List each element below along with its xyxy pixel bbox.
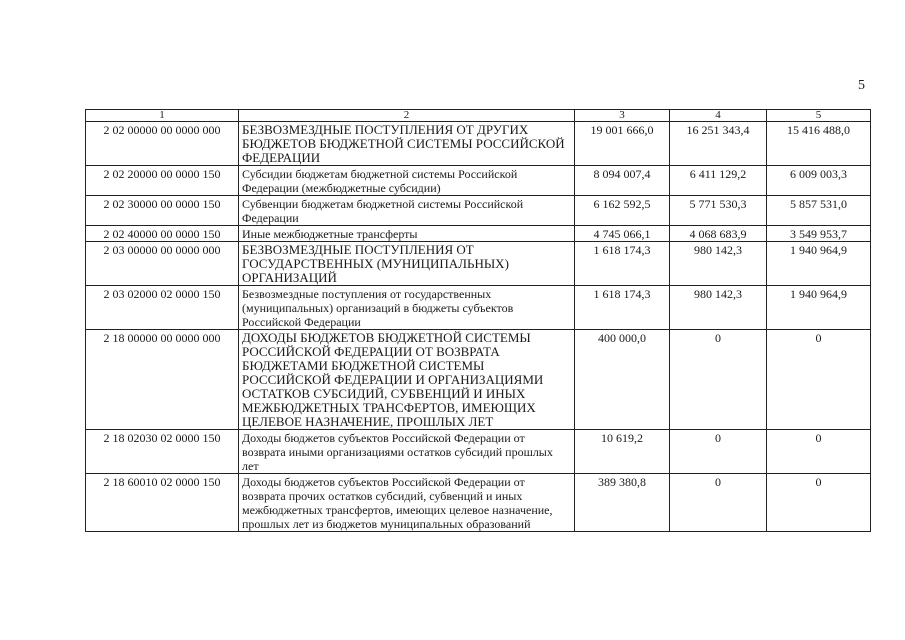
- budget-revenue-table: [85, 109, 871, 532]
- budget-code-cell: 2 02 30000 00 0000 150: [86, 196, 239, 226]
- amount-col5-cell: 3 549 953,7: [767, 226, 871, 242]
- table-row: [86, 474, 871, 532]
- table-row: [86, 286, 871, 330]
- amount-col4-cell: 0: [670, 330, 767, 430]
- amount-col5-cell: 0: [767, 330, 871, 430]
- amount-col5-cell: 15 416 488,0: [767, 122, 871, 166]
- revenue-name-cell: Безвозмездные поступления от государственных (муниципальных) организаций в бюджеты субъектов Российской Федерации: [239, 286, 575, 330]
- revenue-name-cell: БЕЗВОЗМЕЗДНЫЕ ПОСТУПЛЕНИЯ ОТ ДРУГИХ БЮДЖЕТОВ БЮДЖЕТНОЙ СИСТЕМЫ РОССИЙСКОЙ ФЕДЕРАЦИИ: [239, 122, 575, 166]
- table-row: [86, 122, 871, 166]
- amount-col3-cell: 1 618 174,3: [575, 242, 670, 286]
- amount-col4-cell: 0: [670, 474, 767, 532]
- budget-code-cell: 2 02 00000 00 0000 000: [86, 122, 239, 166]
- column-header-1: 1: [86, 110, 239, 122]
- amount-col4-cell: 980 142,3: [670, 242, 767, 286]
- revenue-name-cell: Доходы бюджетов субъектов Российской Федерации от возврата прочих остатков субсидий, субвенций и иных межбюджетных трансфертов, имеющих целевое назначение, прошлых лет из бюджетов муниципальных образований: [239, 474, 575, 532]
- amount-col4-cell: 6 411 129,2: [670, 166, 767, 196]
- revenue-name-cell: Субвенции бюджетам бюджетной системы Российской Федерации: [239, 196, 575, 226]
- amount-col5-cell: 1 940 964,9: [767, 242, 871, 286]
- revenue-name-cell: БЕЗВОЗМЕЗДНЫЕ ПОСТУПЛЕНИЯ ОТ ГОСУДАРСТВЕННЫХ (МУНИЦИПАЛЬНЫХ) ОРГАНИЗАЦИЙ: [239, 242, 575, 286]
- amount-col4-cell: 16 251 343,4: [670, 122, 767, 166]
- table-row: [86, 430, 871, 474]
- budget-code-cell: 2 02 40000 00 0000 150: [86, 226, 239, 242]
- budget-code-cell: 2 18 60010 02 0000 150: [86, 474, 239, 532]
- column-header-4: 4: [670, 110, 767, 122]
- amount-col3-cell: 389 380,8: [575, 474, 670, 532]
- amount-col5-cell: 0: [767, 430, 871, 474]
- amount-col4-cell: 4 068 683,9: [670, 226, 767, 242]
- revenue-name-cell: Доходы бюджетов субъектов Российской Федерации от возврата иными организациями остатков субсидий прошлых лет: [239, 430, 575, 474]
- table-row: [86, 196, 871, 226]
- budget-code-cell: 2 03 02000 02 0000 150: [86, 286, 239, 330]
- revenue-name-cell: ДОХОДЫ БЮДЖЕТОВ БЮДЖЕТНОЙ СИСТЕМЫ РОССИЙСКОЙ ФЕДЕРАЦИИ ОТ ВОЗВРАТА БЮДЖЕТАМИ БЮДЖЕТНОЙ СИСТЕМЫ РОССИЙСКОЙ ФЕДЕРАЦИИ И ОРГАНИЗАЦИЯМИ ОСТАТКОВ СУБСИДИЙ, СУБВЕНЦИЙ И ИНЫХ МЕЖБЮДЖЕТНЫХ ТРАНСФЕРТОВ, ИМЕЮЩИХ ЦЕЛЕВОЕ НАЗНАЧЕНИЕ, ПРОШЛЫХ ЛЕТ: [239, 330, 575, 430]
- table-header-row: [86, 110, 871, 122]
- amount-col3-cell: 10 619,2: [575, 430, 670, 474]
- budget-code-cell: 2 03 00000 00 0000 000: [86, 242, 239, 286]
- amount-col4-cell: 980 142,3: [670, 286, 767, 330]
- amount-col3-cell: 1 618 174,3: [575, 286, 670, 330]
- amount-col5-cell: 0: [767, 474, 871, 532]
- amount-col3-cell: 400 000,0: [575, 330, 670, 430]
- column-header-3: 3: [575, 110, 670, 122]
- amount-col5-cell: 1 940 964,9: [767, 286, 871, 330]
- budget-code-cell: 2 18 02030 02 0000 150: [86, 430, 239, 474]
- amount-col4-cell: 0: [670, 430, 767, 474]
- amount-col3-cell: 8 094 007,4: [575, 166, 670, 196]
- budget-code-cell: 2 18 00000 00 0000 000: [86, 330, 239, 430]
- amount-col3-cell: 6 162 592,5: [575, 196, 670, 226]
- amount-col5-cell: 5 857 531,0: [767, 196, 871, 226]
- column-header-2: 2: [239, 110, 575, 122]
- table-row: [86, 166, 871, 196]
- page-number: 5: [858, 78, 865, 93]
- revenue-name-cell: Иные межбюджетные трансферты: [239, 226, 575, 242]
- column-header-5: 5: [767, 110, 871, 122]
- amount-col3-cell: 4 745 066,1: [575, 226, 670, 242]
- amount-col4-cell: 5 771 530,3: [670, 196, 767, 226]
- revenue-name-cell: Субсидии бюджетам бюджетной системы Российской Федерации (межбюджетные субсидии): [239, 166, 575, 196]
- table-row: [86, 330, 871, 430]
- table-row: [86, 242, 871, 286]
- amount-col3-cell: 19 001 666,0: [575, 122, 670, 166]
- amount-col5-cell: 6 009 003,3: [767, 166, 871, 196]
- budget-code-cell: 2 02 20000 00 0000 150: [86, 166, 239, 196]
- table-row: [86, 226, 871, 242]
